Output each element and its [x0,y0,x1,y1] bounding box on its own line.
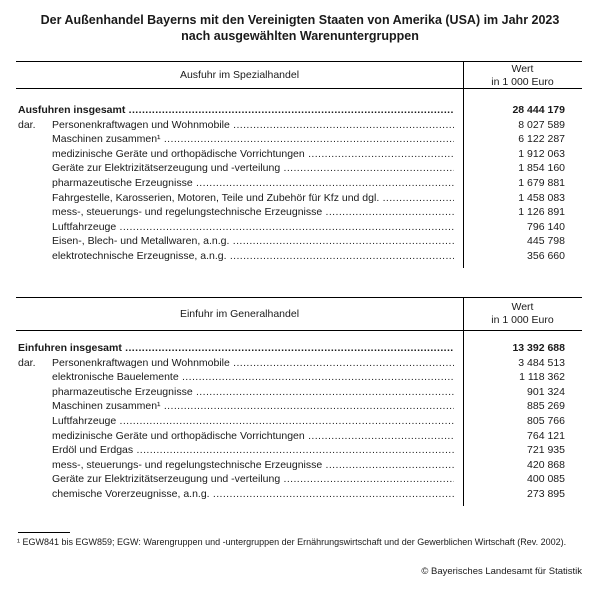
row-value: 445 798 [527,235,565,248]
table-row [16,399,582,414]
row-label: elektrotechnische Erzeugnisse, a.n.g. ..... [52,249,454,264]
row-value: 1 854 160 [518,162,565,175]
table-row [16,458,582,473]
table-row [16,161,582,176]
table-row [16,205,582,220]
table-row [16,370,582,385]
export-header-value [463,62,582,88]
table-row [16,487,582,502]
export-table-header [16,61,582,89]
row-label: Geräte zur Elektrizitätserzeugung und -verteilung ..... [52,472,454,487]
import-header-value [463,298,582,330]
row-value: 796 140 [527,220,565,233]
table-row [16,118,582,133]
row-value: 1 126 891 [518,206,565,219]
row-label: Maschinen zusammen¹ ..... [52,132,454,147]
row-value: 901 324 [527,385,565,398]
row-label: Ausfuhren insgesamt ..... [18,103,454,118]
row-label: chemische Vorerzeugnisse, a.n.g. ..... [52,487,454,502]
row-value: 1 912 063 [518,147,565,160]
import-table-body [16,331,582,502]
header-value-line-2: in 1 000 Euro [491,75,554,88]
row-label: Luftfahrzeuge ..... [52,220,454,235]
export-header-label: Ausfuhr im Spezialhandel [179,69,300,81]
import-table [16,297,582,502]
table-row [16,220,582,235]
footnote: ¹ EGW841 bis EGW859; EGW: Warengruppen und -untergruppen der Ernährungswirtschaft und der Gewerblichen Wirtschaft (Rev. 2002). [17,537,567,547]
row-value: 3 484 513 [518,356,565,369]
table-row [16,414,582,429]
header-value-line-2: in 1 000 Euro [491,313,554,326]
table-row [16,147,582,162]
title-line-2: nach ausgewählten Warenuntergruppen [181,29,419,43]
footnote-rule [18,532,70,533]
document-title [0,12,600,44]
export-table [16,61,582,264]
table-row [16,132,582,147]
row-value: 400 085 [527,473,565,486]
row-value: 885 269 [527,400,565,413]
row-value: 420 868 [527,458,565,471]
row-label: mess-, steuerungs- und regelungstechnische Erzeugnisse ..... [52,458,454,473]
row-value: 1 458 083 [518,191,565,204]
row-label: pharmazeutische Erzeugnisse ..... [52,176,454,191]
row-prefix: dar. [18,118,36,131]
header-value-line-1: Wert [511,301,534,313]
row-value: 273 895 [527,487,565,500]
title-line-1: Der Außenhandel Bayerns mit den Vereinigten Staaten von Amerika (USA) im Jahr 2023 [40,13,560,27]
row-value: 764 121 [527,429,565,442]
row-label: Personenkraftwagen und Wohnmobile ..... [52,356,454,371]
row-label: Personenkraftwagen und Wohnmobile ..... [52,118,454,133]
row-value: 805 766 [527,414,565,427]
row-label: Einfuhren insgesamt ..... [18,341,454,356]
row-label: Geräte zur Elektrizitätserzeugung und -verteilung ..... [52,161,454,176]
row-label: mess-, steuerungs- und regelungstechnische Erzeugnisse ..... [52,205,454,220]
row-value: 13 392 688 [512,342,565,354]
table-row [16,443,582,458]
row-value: 1 118 362 [519,371,565,384]
import-table-header [16,297,582,331]
copyright: © Bayerisches Landesamt für Statistik [421,566,582,577]
row-value: 356 660 [527,249,565,262]
table-row [16,385,582,400]
row-value: 28 444 179 [512,104,565,116]
table-row [16,429,582,444]
import-header-label: Einfuhr im Generalhandel [179,308,300,320]
row-label: Erdöl und Erdgas ..... [52,443,454,458]
row-label: Eisen-, Blech- und Metallwaren, a.n.g. ..... [52,234,454,249]
row-value: 6 122 287 [518,133,565,146]
table-row [16,176,582,191]
row-label: elektronische Bauelemente ..... [52,370,454,385]
table-row [16,249,582,264]
row-prefix: dar. [18,356,36,369]
row-label: Fahrgestelle, Karosserien, Motoren, Teile und Zubehör für Kfz und dgl. ..... [52,191,454,206]
row-label: pharmazeutische Erzeugnisse ..... [52,385,454,400]
row-value: 1 679 881 [518,176,565,189]
table-row-total [16,341,582,356]
row-label: medizinische Geräte und orthopädische Vorrichtungen ..... [52,147,454,162]
table-row-total [16,103,582,118]
row-value: 8 027 589 [518,118,565,131]
row-label: Maschinen zusammen¹ ..... [52,399,454,414]
table-row [16,472,582,487]
export-table-body [16,89,582,264]
row-value: 721 935 [527,444,565,457]
header-value-line-1: Wert [511,63,534,75]
row-label: medizinische Geräte und orthopädische Vorrichtungen ..... [52,429,454,444]
row-label: Luftfahrzeuge ..... [52,414,454,429]
table-row [16,234,582,249]
table-row [16,191,582,206]
table-row [16,356,582,371]
